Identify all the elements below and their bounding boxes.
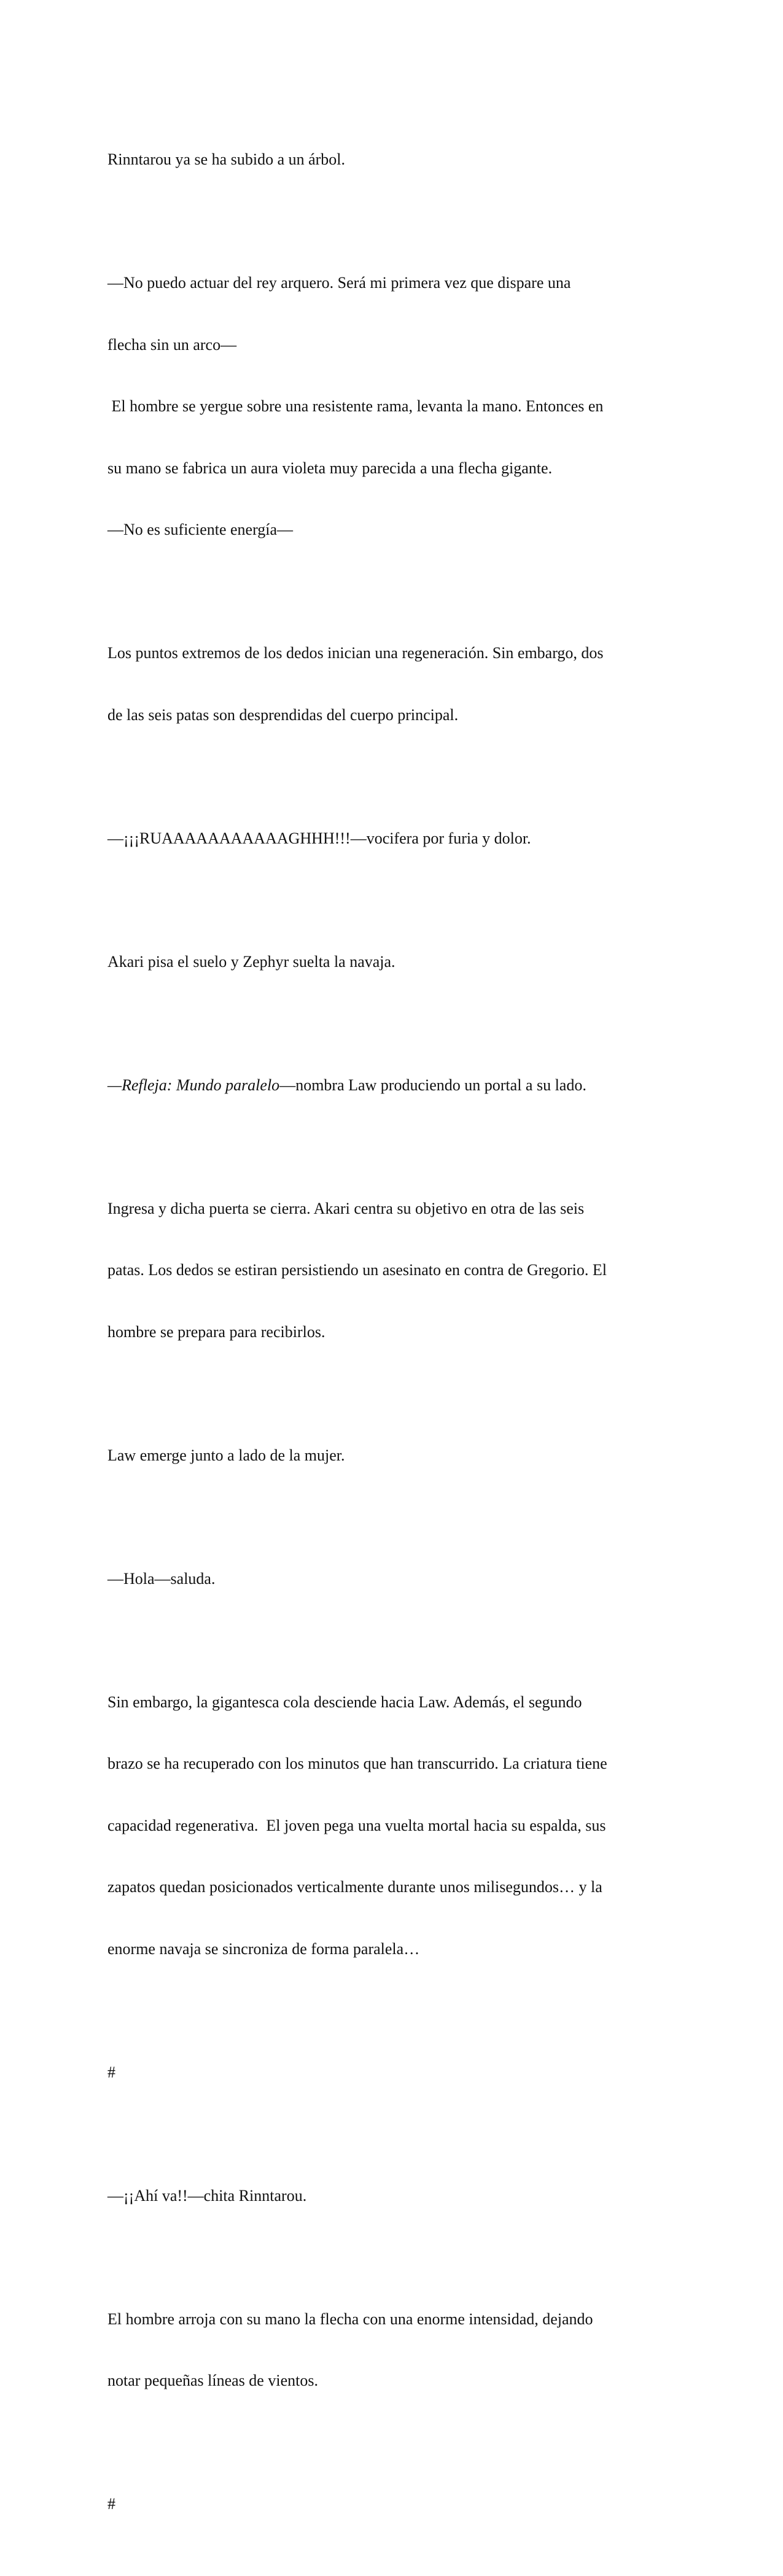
paragraph	[107, 108, 679, 211]
scene-break	[107, 2021, 679, 2124]
text-line: —Hola—saluda.	[107, 1569, 216, 1588]
text-line: zapatos quedan posicionados verticalmente durante unos milisegundos… y la	[107, 1878, 602, 1896]
italic-spell-name: —Refleja: Mundo paralelo	[107, 1076, 280, 1094]
text-line: Akari pisa el suelo y Zephyr suelta la navaja.	[107, 952, 395, 971]
scene-break	[107, 2453, 679, 2556]
text-line: —¡¡¡RUAAAAAAAAAAAGHHH!!!—vocifera por furia y dolor.	[107, 829, 531, 847]
paragraph	[107, 231, 679, 581]
paragraph	[107, 2268, 679, 2432]
text-line: patas. Los dedos se estiran persistiendo un asesinato en contra de Gregorio. El	[107, 1261, 607, 1279]
text-line: —¡¡Ahí va!!—chita Rinntarou.	[107, 2186, 307, 2205]
text-line: Ingresa y dicha puerta se cierra. Akari centra su objetivo en otra de las seis	[107, 1199, 585, 1217]
paragraph	[107, 1157, 679, 1384]
paragraph	[107, 1527, 679, 1631]
paragraph	[107, 1034, 679, 1137]
text-line: —No puedo actuar del rey arquero. Será mi primera vez que dispare una	[107, 274, 571, 292]
scene-break-mark: #	[107, 2495, 115, 2513]
text-line: flecha sin un arco—	[107, 335, 237, 354]
paragraph	[107, 602, 679, 766]
text-line: Law emerge junto a lado de la mujer.	[107, 1446, 345, 1464]
dialogue-tag: —nombra Law produciendo un portal a su lado.	[279, 1076, 586, 1094]
text-line: su mano se fabrica un aura violeta muy parecida a una flecha gigante.	[107, 459, 553, 477]
text-line: hombre se prepara para recibirlos.	[107, 1322, 325, 1341]
paragraph	[107, 1404, 679, 1507]
paragraph	[107, 910, 679, 1014]
text-line: —No es suficiente energía—	[107, 521, 294, 538]
text-line: de las seis patas son desprendidas del cuerpo principal.	[107, 705, 459, 724]
text-line	[107, 1075, 679, 1096]
text-line: brazo se ha recuperado con los minutos que han transcurrido. La criatura tiene	[107, 1755, 607, 1772]
paragraph	[107, 2144, 679, 2248]
text-line: notar pequeñas líneas de vientos.	[107, 2372, 318, 2389]
scene-break-mark: #	[107, 2063, 115, 2081]
document-body	[107, 108, 679, 2576]
text-line: capacidad regenerativa. El joven pega una vuelta mortal hacia su espalda, sus	[107, 1816, 606, 1834]
text-line: Rinntarou ya se ha subido a un árbol.	[107, 150, 346, 168]
text-line: El hombre arroja con su mano la flecha con una enorme intensidad, dejando	[107, 2310, 593, 2328]
paragraph	[107, 787, 679, 890]
text-line: Sin embargo, la gigantesca cola desciende hacia Law. Además, el segundo	[107, 1693, 582, 1711]
text-line: enorme navaja se sincroniza de forma paralela…	[107, 1939, 420, 1958]
text-line: Los puntos extremos de los dedos inician una regeneración. Sin embargo, dos	[107, 644, 604, 662]
text-line: El hombre se yergue sobre una resistente rama, levanta la mano. Entonces en	[107, 397, 604, 415]
paragraph	[107, 1651, 679, 2001]
